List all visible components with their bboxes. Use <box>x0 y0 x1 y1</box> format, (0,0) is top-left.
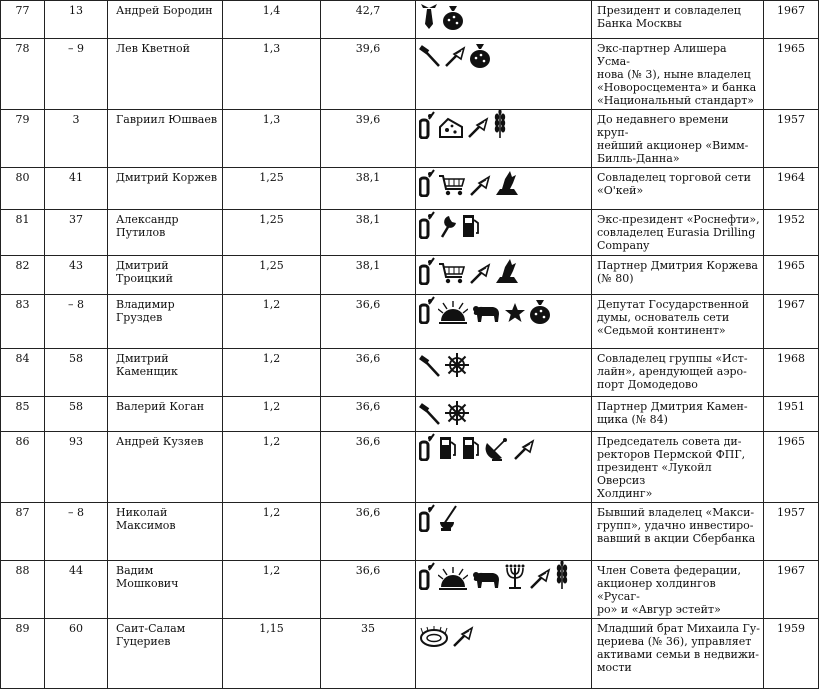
name-line: Дмитрий Коржев <box>116 171 218 184</box>
description-line: цериева (№ 36), управляет <box>597 635 752 648</box>
sunrise-icon <box>438 566 468 593</box>
fortune-cell: 1,25 <box>223 256 321 295</box>
fortune-cell: 1,2 <box>223 349 321 397</box>
fortune-cell: 1,3 <box>223 39 321 110</box>
table-row <box>1 619 819 689</box>
name-cell <box>108 503 223 561</box>
share-cell: 36,6 <box>321 397 416 432</box>
description-line: Младший брат Михаила Гу- <box>597 622 760 635</box>
industry-icons-cell <box>416 432 592 503</box>
industry-icons <box>419 112 589 142</box>
rank-cell: 81 <box>1 210 45 256</box>
share-cell: 39,6 <box>321 39 416 110</box>
table-row <box>1 1 819 39</box>
name-cell <box>108 295 223 349</box>
share-cell: 36,6 <box>321 432 416 503</box>
description-line: «Новоросцемента» и банка <box>597 81 757 94</box>
tie-icon <box>419 2 439 33</box>
cart-icon <box>438 261 466 288</box>
description-line: нейший акционер «Вимм- <box>597 139 749 152</box>
birth-year-cell: 1951 <box>764 397 819 432</box>
trowel-icon <box>529 568 551 593</box>
share-cell: 36,6 <box>321 295 416 349</box>
rank-cell: 78 <box>1 39 45 110</box>
table-row <box>1 210 819 256</box>
fortune-cell: 1,2 <box>223 397 321 432</box>
description-line: нова (№ 3), ныне владелец <box>597 68 751 81</box>
fortune-cell: 1,2 <box>223 561 321 619</box>
industry-icons <box>419 258 589 288</box>
bear-icon <box>471 302 501 327</box>
sunrise-icon <box>438 300 468 327</box>
description-line: Партнер Дмитрия Коржева <box>597 259 758 272</box>
table-row <box>1 432 819 503</box>
fuel-pump-icon <box>461 211 481 242</box>
share-cell: 36,6 <box>321 503 416 561</box>
description-cell <box>592 432 764 503</box>
stadium-icon <box>419 626 449 651</box>
description-line: Company <box>597 239 650 252</box>
table-row <box>1 168 819 210</box>
share-cell: 38,1 <box>321 210 416 256</box>
description-cell <box>592 349 764 397</box>
description-line: Экс-президент «Роснефти», <box>597 213 760 226</box>
description-line: Банка Москвы <box>597 17 682 30</box>
fortune-cell: 1,4 <box>223 1 321 39</box>
name-line: Андрей Кузяев <box>116 435 204 448</box>
description-line: Билль-Данна» <box>597 152 680 165</box>
description-cell <box>592 619 764 689</box>
name-cell <box>108 256 223 295</box>
statue-icon <box>494 168 520 201</box>
industry-icons <box>419 621 589 651</box>
name-line: Владимир Груздев <box>116 298 175 324</box>
cart-icon <box>438 173 466 200</box>
description-line: Совладелец торговой сети <box>597 171 751 184</box>
name-line: Дмитрий <box>116 259 169 272</box>
share-cell: 42,7 <box>321 1 416 39</box>
rank-cell: 79 <box>1 110 45 168</box>
birth-year-cell: 1965 <box>764 432 819 503</box>
industry-icons <box>419 351 589 381</box>
description-line: ректоров Пермской ФПГ, <box>597 448 746 461</box>
fortune-cell: 1,15 <box>223 619 321 689</box>
birth-year-cell: 1957 <box>764 110 819 168</box>
industry-icons-cell <box>416 619 592 689</box>
name-line: Максимов <box>116 519 176 532</box>
rank-change-cell: 60 <box>45 619 108 689</box>
birth-year-cell: 1959 <box>764 619 819 689</box>
industry-icons-cell <box>416 1 592 39</box>
rank-change-cell: – 8 <box>45 503 108 561</box>
rank-change-cell: 13 <box>45 1 108 39</box>
rank-change-cell: 58 <box>45 349 108 397</box>
name-cell <box>108 619 223 689</box>
description-line: президент «Лукойл Оверсиз <box>597 461 712 487</box>
description-line: (№ 80) <box>597 272 634 285</box>
oil-icon <box>419 169 435 200</box>
birth-year-cell: 1965 <box>764 39 819 110</box>
description-cell <box>592 397 764 432</box>
bear-icon <box>471 568 501 593</box>
table-row <box>1 295 819 349</box>
description-line: Президент и совладелец <box>597 4 741 17</box>
birth-year-cell: 1964 <box>764 168 819 210</box>
industry-icons <box>419 505 589 535</box>
description-line: Бывший владелец «Макси- <box>597 506 755 519</box>
table-row <box>1 39 819 110</box>
industry-icons <box>419 170 589 200</box>
industry-icons <box>419 434 589 464</box>
description-line: «О'кей» <box>597 184 644 197</box>
description-line: Партнер Дмитрия Камен- <box>597 400 748 413</box>
name-line: Лев Кветной <box>116 42 190 55</box>
fortune-cell: 1,25 <box>223 210 321 256</box>
share-cell: 39,6 <box>321 110 416 168</box>
trowel-icon <box>444 46 466 71</box>
oil-icon <box>419 296 435 327</box>
description-line: мости <box>597 661 632 674</box>
industry-icons <box>419 563 589 593</box>
wheat-icon <box>492 110 508 143</box>
hammer-icon <box>419 44 441 71</box>
description-line: акционер холдингов «Русаг- <box>597 577 716 603</box>
table-row <box>1 349 819 397</box>
rank-cell: 87 <box>1 503 45 561</box>
table-row <box>1 503 819 561</box>
rank-cell: 86 <box>1 432 45 503</box>
share-cell: 35 <box>321 619 416 689</box>
table-row <box>1 256 819 295</box>
oil-icon <box>419 433 435 464</box>
description-line: щика (№ 84) <box>597 413 668 426</box>
rank-cell: 84 <box>1 349 45 397</box>
description-line: групп», удачно инвестиро- <box>597 519 754 532</box>
money-bag-icon <box>442 4 464 33</box>
name-line: Валерий Коган <box>116 400 205 413</box>
birth-year-cell: 1957 <box>764 503 819 561</box>
rank-cell: 77 <box>1 1 45 39</box>
ladle-icon <box>438 504 460 535</box>
share-cell: 38,1 <box>321 168 416 210</box>
hammer-icon <box>419 354 441 381</box>
description-line: «Седьмой континент» <box>597 324 726 337</box>
name-cell <box>108 39 223 110</box>
oil-icon <box>419 257 435 288</box>
rank-cell: 89 <box>1 619 45 689</box>
description-line: Экс-партнер Алишера Усма- <box>597 42 727 68</box>
birth-year-cell: 1967 <box>764 295 819 349</box>
name-cell <box>108 397 223 432</box>
birth-year-cell: 1967 <box>764 1 819 39</box>
name-cell <box>108 432 223 503</box>
rank-change-cell: 43 <box>45 256 108 295</box>
share-cell: 38,1 <box>321 256 416 295</box>
description-line: Депутат Государственной <box>597 298 749 311</box>
rank-change-cell: 37 <box>45 210 108 256</box>
star-icon <box>504 302 526 327</box>
description-line: Холдинг» <box>597 487 653 500</box>
rank-change-cell: 58 <box>45 397 108 432</box>
description-line: «Национальный стандарт» <box>597 94 755 107</box>
fortune-cell: 1,2 <box>223 503 321 561</box>
name-cell <box>108 110 223 168</box>
description-cell <box>592 295 764 349</box>
rank-cell: 85 <box>1 397 45 432</box>
description-line: До недавнего времени круп- <box>597 113 729 139</box>
industry-icons-cell <box>416 210 592 256</box>
name-line: Гавриил Юшваев <box>116 113 218 126</box>
description-line: думы, основатель сети <box>597 311 730 324</box>
description-line: совладелец Eurasia Drilling <box>597 226 756 239</box>
industry-icons <box>419 3 589 33</box>
statue-icon <box>494 256 520 289</box>
fortune-cell: 1,2 <box>223 432 321 503</box>
name-line: Путилов <box>116 226 166 239</box>
table-row <box>1 561 819 619</box>
rank-cell: 80 <box>1 168 45 210</box>
birth-year-cell: 1952 <box>764 210 819 256</box>
industry-icons-cell <box>416 503 592 561</box>
description-line: активами семьи в недвижи- <box>597 648 760 661</box>
name-cell <box>108 561 223 619</box>
trowel-icon <box>467 117 489 142</box>
rank-change-cell: 44 <box>45 561 108 619</box>
description-cell <box>592 110 764 168</box>
share-cell: 36,6 <box>321 349 416 397</box>
rank-cell: 88 <box>1 561 45 619</box>
rank-change-cell: 41 <box>45 168 108 210</box>
industry-icons-cell <box>416 39 592 110</box>
industry-icons <box>419 399 589 429</box>
trowel-icon <box>469 263 491 288</box>
rank-change-cell: – 9 <box>45 39 108 110</box>
name-cell <box>108 349 223 397</box>
helm-icon <box>444 352 470 381</box>
industry-icons <box>419 212 589 242</box>
trowel-icon <box>452 626 474 651</box>
menorah-icon <box>504 562 526 593</box>
rank-change-cell: 93 <box>45 432 108 503</box>
name-line: Троицкий <box>116 272 173 285</box>
wrench-icon <box>438 213 458 242</box>
name-line: Саит-Салам <box>116 622 186 635</box>
name-cell <box>108 210 223 256</box>
name-line: Николай <box>116 506 168 519</box>
table-row <box>1 397 819 432</box>
industry-icons <box>419 297 589 327</box>
description-cell <box>592 561 764 619</box>
fuel-pump-icon <box>461 433 481 464</box>
description-line: Председатель совета ди- <box>597 435 742 448</box>
fuel-pump-icon <box>438 433 458 464</box>
industry-icons-cell <box>416 561 592 619</box>
oil-icon <box>419 111 435 142</box>
trowel-icon <box>513 439 535 464</box>
name-line: Дмитрий <box>116 352 169 365</box>
trowel-icon <box>469 175 491 200</box>
fortune-cell: 1,2 <box>223 295 321 349</box>
rank-cell: 82 <box>1 256 45 295</box>
description-cell <box>592 168 764 210</box>
description-line: порт Домодедово <box>597 378 698 391</box>
description-cell <box>592 39 764 110</box>
oil-icon <box>419 562 435 593</box>
name-cell <box>108 168 223 210</box>
cheese-icon <box>438 115 464 142</box>
description-line: ро» и «Авгур эстейт» <box>597 603 721 616</box>
table-row <box>1 110 819 168</box>
description-line: вавший в акции Сбербанка <box>597 532 756 545</box>
description-line: лайн», арендующей аэро- <box>597 365 747 378</box>
description-cell <box>592 256 764 295</box>
description-cell <box>592 210 764 256</box>
money-bag-icon <box>469 42 491 71</box>
satellite-dish-icon <box>484 435 510 464</box>
name-line: Каменщик <box>116 365 178 378</box>
description-cell <box>592 1 764 39</box>
helm-icon <box>444 400 470 429</box>
description-line: Совладелец группы «Ист- <box>597 352 748 365</box>
description-cell <box>592 503 764 561</box>
rank-change-cell: 3 <box>45 110 108 168</box>
wheat-icon <box>554 561 570 594</box>
name-line: Гуцериев <box>116 635 171 648</box>
rank-change-cell: – 8 <box>45 295 108 349</box>
name-line: Андрей Бородин <box>116 4 213 17</box>
fortune-cell: 1,25 <box>223 168 321 210</box>
name-line: Вадим Мошкович <box>116 564 179 590</box>
birth-year-cell: 1968 <box>764 349 819 397</box>
industry-icons-cell <box>416 168 592 210</box>
hammer-icon <box>419 402 441 429</box>
industry-icons-cell <box>416 397 592 432</box>
description-line: Член Совета федерации, <box>597 564 741 577</box>
industry-icons-cell <box>416 349 592 397</box>
rank-cell: 83 <box>1 295 45 349</box>
share-cell: 36,6 <box>321 561 416 619</box>
money-bag-icon <box>529 298 551 327</box>
industry-icons-cell <box>416 295 592 349</box>
oil-icon <box>419 504 435 535</box>
name-line: Александр <box>116 213 179 226</box>
industry-icons-cell <box>416 256 592 295</box>
industry-icons-cell <box>416 110 592 168</box>
fortune-cell: 1,3 <box>223 110 321 168</box>
birth-year-cell: 1965 <box>764 256 819 295</box>
oil-icon <box>419 211 435 242</box>
industry-icons <box>419 41 589 71</box>
birth-year-cell: 1967 <box>764 561 819 619</box>
name-cell <box>108 1 223 39</box>
